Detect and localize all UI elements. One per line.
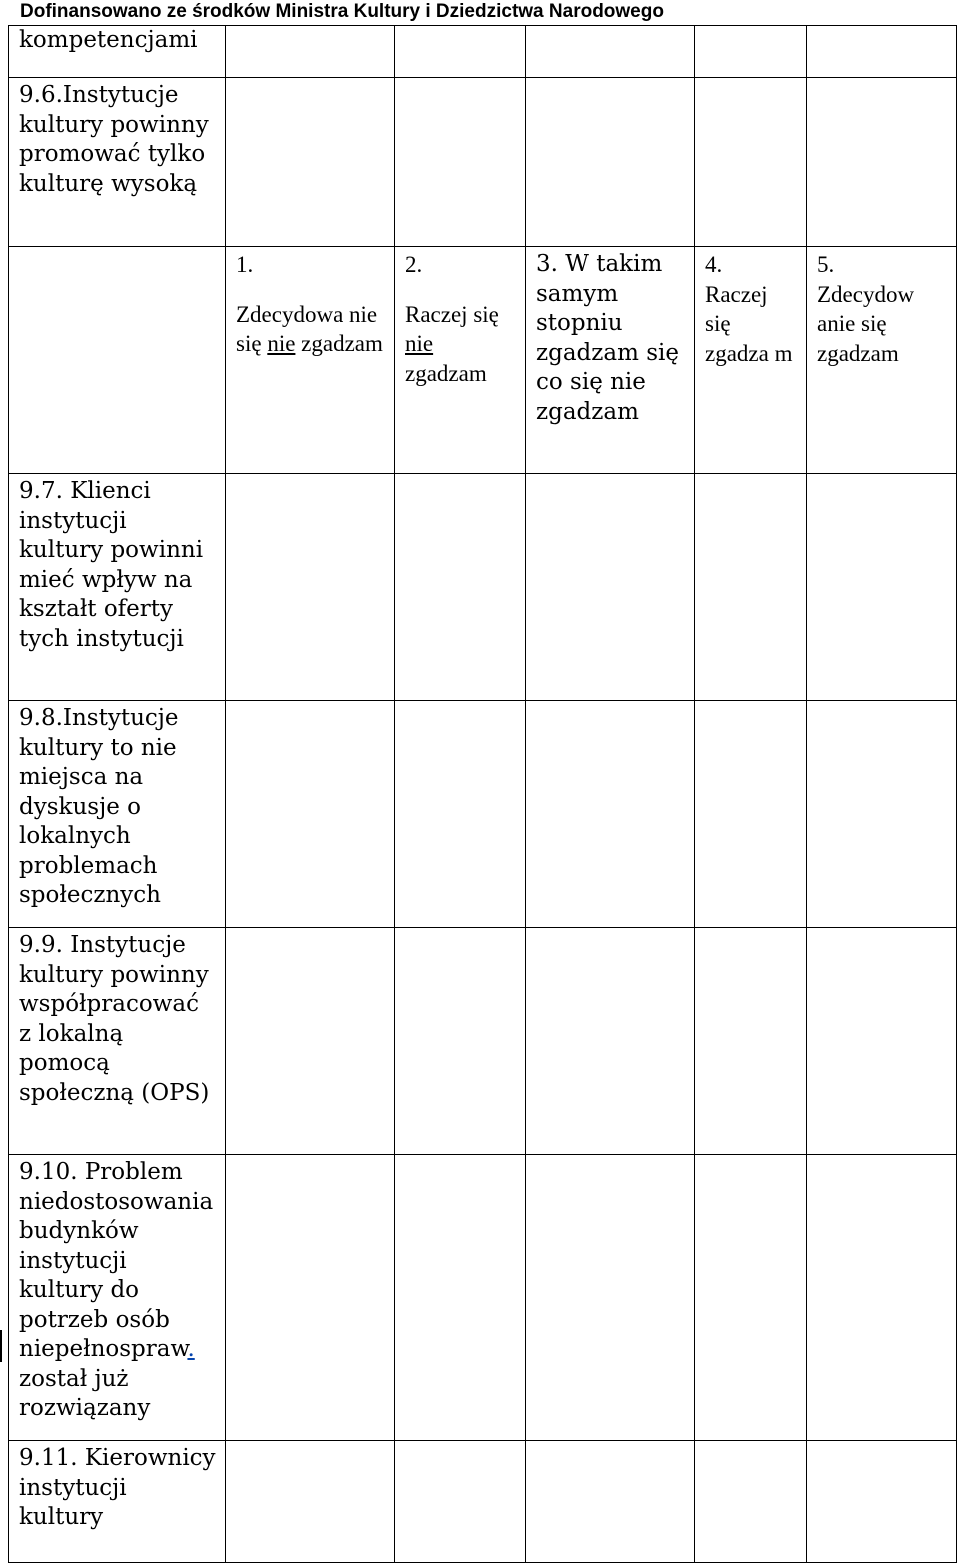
answer-cell-4[interactable] bbox=[695, 701, 807, 928]
table-row bbox=[9, 1441, 957, 1563]
question-text: 9.8.Instytucje kultury to nie miejsca na dyskusje o lokalnych problemach społecznych bbox=[19, 705, 179, 908]
funding-header: Dofinansowano ze środków Ministra Kultury i Dziedzictwa Narodowego bbox=[20, 1, 664, 22]
answer-cell-3[interactable] bbox=[526, 928, 695, 1155]
empty-corner-cell bbox=[9, 247, 226, 474]
question-cell bbox=[9, 1441, 226, 1563]
answer-cell-4[interactable] bbox=[695, 1155, 807, 1441]
answer-cell-2[interactable] bbox=[395, 928, 526, 1155]
answer-cell-4[interactable] bbox=[695, 928, 807, 1155]
answer-cell-5[interactable] bbox=[807, 701, 957, 928]
question-cell bbox=[9, 1155, 226, 1441]
answer-cell-3[interactable] bbox=[526, 474, 695, 701]
answer-cell-1[interactable] bbox=[226, 26, 395, 78]
table-row bbox=[9, 26, 957, 78]
answer-cell-2[interactable] bbox=[395, 701, 526, 928]
scale-text: Raczej się zgadza m bbox=[705, 281, 793, 366]
answer-cell-1[interactable] bbox=[226, 1155, 395, 1441]
answer-cell-3[interactable] bbox=[526, 26, 695, 78]
answer-cell-5[interactable] bbox=[807, 474, 957, 701]
answer-cell-2[interactable] bbox=[395, 1441, 526, 1563]
table-row bbox=[9, 78, 957, 247]
answer-cell-2[interactable] bbox=[395, 26, 526, 78]
answer-cell-3[interactable] bbox=[526, 1155, 695, 1441]
scale-number: 5. bbox=[817, 252, 835, 277]
answer-cell-5[interactable] bbox=[807, 1441, 957, 1563]
answer-cell-2[interactable] bbox=[395, 1155, 526, 1441]
question-cell bbox=[9, 928, 226, 1155]
text-link[interactable]: . bbox=[187, 1336, 195, 1362]
question-cell bbox=[9, 26, 226, 78]
answer-cell-5[interactable] bbox=[807, 26, 957, 78]
scale-text: 3. W takim samym stopniu zgadzam się co się nie zgadzam bbox=[536, 251, 679, 425]
answer-cell-1[interactable] bbox=[226, 928, 395, 1155]
scale-option-1 bbox=[226, 247, 395, 474]
answer-cell-5[interactable] bbox=[807, 928, 957, 1155]
answer-cell-3[interactable] bbox=[526, 78, 695, 247]
question-text: kompetencjami bbox=[19, 27, 198, 53]
answer-cell-3[interactable] bbox=[526, 701, 695, 928]
answer-cell-4[interactable] bbox=[695, 1441, 807, 1563]
question-text: 9.9. Instytucje kultury powinny współpracować z lokalną pomocą społeczną (OPS) bbox=[19, 932, 210, 1106]
text-cursor bbox=[0, 1330, 2, 1362]
answer-cell-4[interactable] bbox=[695, 26, 807, 78]
question-cell bbox=[9, 701, 226, 928]
scale-text: Zdecydowa nie się nie zgadzam bbox=[236, 301, 383, 356]
scale-text: Raczej się nie zgadzam bbox=[405, 301, 499, 386]
answer-cell-2[interactable] bbox=[395, 78, 526, 247]
answer-cell-1[interactable] bbox=[226, 701, 395, 928]
answer-cell-1[interactable] bbox=[226, 474, 395, 701]
answer-cell-5[interactable] bbox=[807, 78, 957, 247]
answer-cell-2[interactable] bbox=[395, 474, 526, 701]
question-cell bbox=[9, 78, 226, 247]
scale-number: 2. bbox=[405, 252, 423, 277]
scale-header-row bbox=[9, 247, 957, 474]
table-row bbox=[9, 1155, 957, 1441]
answer-cell-5[interactable] bbox=[807, 1155, 957, 1441]
survey-table bbox=[8, 25, 957, 1563]
scale-option-5 bbox=[807, 247, 957, 474]
table-row bbox=[9, 474, 957, 701]
table-row bbox=[9, 701, 957, 928]
scale-option-3 bbox=[526, 247, 695, 474]
scale-text: Zdecydow anie się zgadzam bbox=[817, 281, 915, 366]
answer-cell-4[interactable] bbox=[695, 474, 807, 701]
scale-number: 1. bbox=[236, 252, 254, 277]
scale-option-4 bbox=[695, 247, 807, 474]
scale-option-2 bbox=[395, 247, 526, 474]
table-row bbox=[9, 928, 957, 1155]
question-text: 9.11. Kierownicy instytucji kultury bbox=[19, 1445, 216, 1530]
question-text: 9.6.Instytucje kultury powinny promować tylko kulturę wysoką bbox=[19, 82, 209, 197]
question-text: 9.7. Klienci instytucji kultury powinni mieć wpływ na kształt oferty tych instytucji bbox=[19, 478, 204, 652]
answer-cell-1[interactable] bbox=[226, 1441, 395, 1563]
answer-cell-1[interactable] bbox=[226, 78, 395, 247]
answer-cell-3[interactable] bbox=[526, 1441, 695, 1563]
question-text: 9.10. Problem niedostosowania budynków instytucji kultury do potrzeb osób niepełnospraw. został już rozwiązany bbox=[19, 1159, 214, 1421]
scale-number: 4. bbox=[705, 252, 723, 277]
question-cell bbox=[9, 474, 226, 701]
answer-cell-4[interactable] bbox=[695, 78, 807, 247]
